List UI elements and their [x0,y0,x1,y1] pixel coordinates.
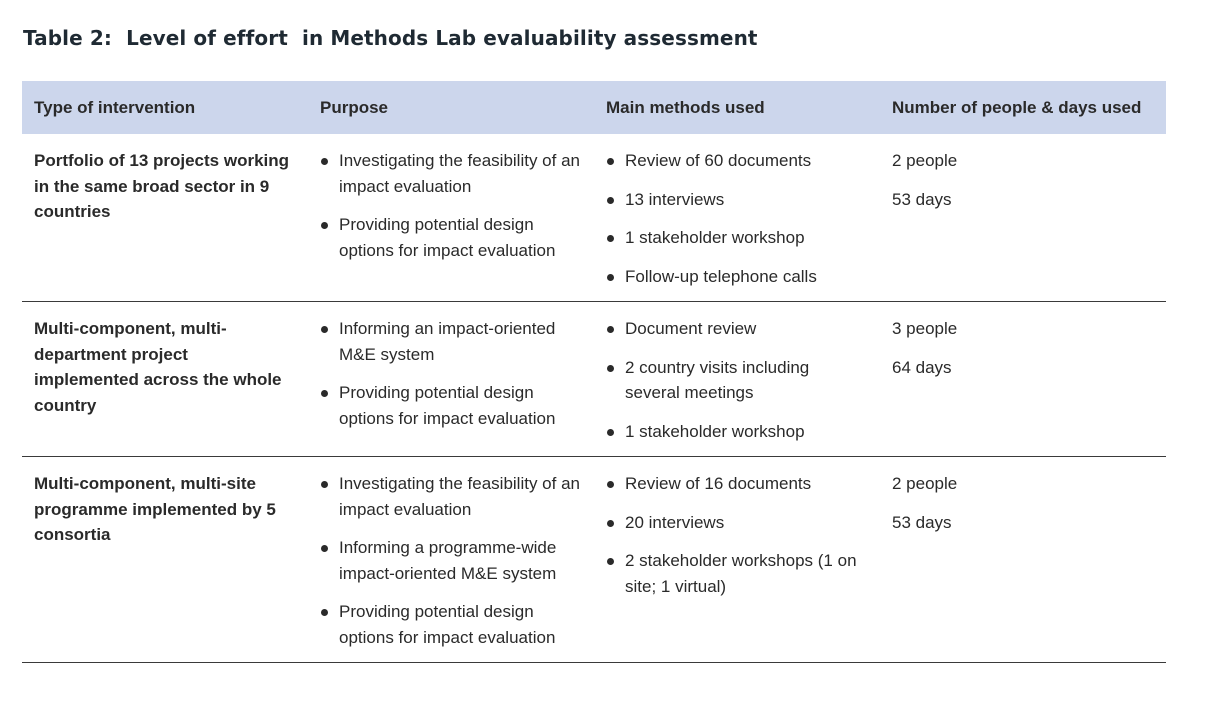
intervention-type-cell: Portfolio of 13 projects working in the same broad sector in 9 countries [22,134,308,302]
purpose-item: Informing a programme-wide impact-oriented M&E system [320,535,582,586]
method-item: Follow-up telephone calls [606,264,868,290]
method-item: 2 country visits including several meetings [606,355,868,406]
intervention-type-cell: Multi-component, multi-department project implemented across the whole country [22,302,308,457]
header-people-days: Number of people & days used [880,81,1166,134]
purpose-item: Providing potential design options for impact evaluation [320,212,582,263]
table-row [22,134,1166,302]
people-count: 3 people [892,319,958,338]
purpose-list [320,471,582,650]
purpose-cell [308,457,594,663]
method-item: 20 interviews [606,510,868,536]
purpose-cell [308,134,594,302]
table-row [22,457,1166,663]
method-item: Review of 16 documents [606,471,868,497]
methods-cell [594,457,880,663]
method-item: 1 stakeholder workshop [606,419,868,445]
methods-cell [594,134,880,302]
methods-cell [594,302,880,457]
people-days-cell [880,134,1166,302]
level-of-effort-table [22,81,1166,663]
header-main-methods: Main methods used [594,81,880,134]
days-count: 53 days [892,189,952,209]
methods-list [606,148,868,289]
header-purpose: Purpose [308,81,594,134]
purpose-cell [308,302,594,457]
purpose-item: Informing an impact-oriented M&E system [320,316,582,367]
table-header [22,81,1166,134]
table-body [22,134,1166,663]
purpose-item: Investigating the feasibility of an impact evaluation [320,148,582,199]
table-row [22,302,1166,457]
methods-list [606,471,868,599]
method-item: 2 stakeholder workshops (1 on site; 1 virtual) [606,548,868,599]
purpose-list [320,316,582,431]
table-title: Table 2: Level of effort in Methods Lab evaluability assessment [23,26,758,50]
purpose-item: Providing potential design options for impact evaluation [320,599,582,650]
methods-list [606,316,868,444]
purpose-item: Investigating the feasibility of an impact evaluation [320,471,582,522]
purpose-item: Providing potential design options for impact evaluation [320,380,582,431]
people-days-cell [880,457,1166,663]
method-item: 1 stakeholder workshop [606,225,868,251]
header-row [22,81,1166,134]
header-type-of-intervention: Type of intervention [22,81,308,134]
people-count: 2 people [892,151,958,170]
days-count: 64 days [892,357,952,377]
method-item: 13 interviews [606,187,868,213]
intervention-type-cell: Multi-component, multi-site programme implemented by 5 consortia [22,457,308,663]
method-item: Document review [606,316,868,342]
people-days-cell [880,302,1166,457]
people-count: 2 people [892,474,958,493]
purpose-list [320,148,582,263]
days-count: 53 days [892,512,952,532]
method-item: Review of 60 documents [606,148,868,174]
